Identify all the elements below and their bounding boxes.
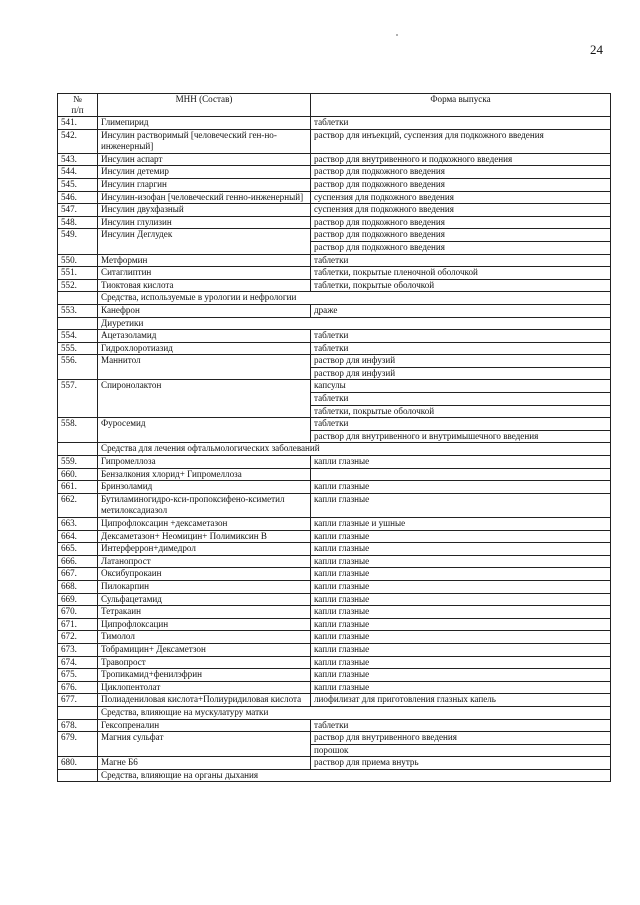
- release-form-line: таблетки: [314, 254, 349, 265]
- drug-table: [57, 93, 611, 782]
- drug-name: Ситаглиптин: [98, 267, 311, 280]
- release-form: [311, 656, 611, 669]
- row-number: 673.: [58, 643, 98, 656]
- row-number: 559.: [58, 456, 98, 469]
- section-row: [58, 769, 611, 782]
- table-row: [58, 166, 611, 179]
- table-row: [58, 418, 611, 443]
- row-number: 554.: [58, 330, 98, 343]
- row-number: 671.: [58, 618, 98, 631]
- section-num-cell: [58, 769, 98, 782]
- table-row: [58, 380, 611, 418]
- header-form: Форма выпуска: [311, 94, 611, 117]
- release-form: [311, 279, 611, 292]
- table-row: [58, 117, 611, 130]
- release-form: [311, 732, 611, 757]
- row-number: 664.: [58, 530, 98, 543]
- release-form: [311, 631, 611, 644]
- release-form-line: раствор для подкожного введения: [314, 178, 445, 189]
- drug-name: Ципрофлоксацин +дексаметазон: [98, 518, 311, 531]
- release-form-line: таблетки, покрытые оболочкой: [311, 405, 610, 418]
- release-form: [311, 330, 611, 343]
- table-row: [58, 355, 611, 380]
- release-form-line: капсулы: [314, 380, 346, 391]
- drug-name: Ципрофлоксацин: [98, 618, 311, 631]
- row-number: 677.: [58, 694, 98, 707]
- drug-name: Глимепирид: [98, 117, 311, 130]
- release-form-line: капли глазные: [314, 618, 370, 629]
- row-number: 680.: [58, 757, 98, 770]
- release-form-line: раствор для внутривенного и подкожного введения: [314, 153, 513, 164]
- row-number: 545.: [58, 178, 98, 191]
- release-form-line: раствор для подкожного введения: [311, 241, 610, 254]
- table-row: [58, 555, 611, 568]
- drug-name: Интерферрон+димедрол: [98, 543, 311, 556]
- row-number: 552.: [58, 279, 98, 292]
- drug-name: Бензалкония хлорид+ Гипромеллоза: [98, 468, 311, 481]
- release-form-line: суспензия для подкожного введения: [314, 191, 454, 202]
- row-number: 553.: [58, 304, 98, 317]
- release-form: [311, 757, 611, 770]
- row-number: 546.: [58, 191, 98, 204]
- drug-name: Сульфацетамид: [98, 593, 311, 606]
- header-num-line2: п/п: [71, 105, 84, 115]
- release-form: [311, 543, 611, 556]
- table-row: [58, 543, 611, 556]
- release-form-line: [314, 469, 607, 481]
- drug-name: Циклопентолат: [98, 681, 311, 694]
- release-form-line: лиофилизат для приготовления глазных капель: [314, 694, 496, 705]
- section-row: [58, 443, 611, 456]
- table-row: [58, 129, 611, 153]
- release-form-line: капли глазные: [314, 481, 370, 492]
- table-row: [58, 481, 611, 494]
- release-form: [311, 493, 611, 517]
- table-body: [58, 117, 611, 782]
- release-form-line: раствор для внутривенного введения: [314, 732, 457, 743]
- table-row: [58, 530, 611, 543]
- release-form-line: капли глазные: [314, 543, 370, 554]
- release-form: [311, 418, 611, 443]
- drug-name: Фуросемид: [98, 418, 311, 443]
- drug-name: Инсулин двухфазный: [98, 204, 311, 217]
- table-row: [58, 606, 611, 619]
- release-form-line: таблетки: [311, 392, 610, 405]
- table-row: [58, 216, 611, 229]
- release-form-line: капли глазные: [314, 606, 370, 617]
- release-form-line: капли глазные и ушные: [314, 518, 406, 528]
- table-row: [58, 518, 611, 531]
- page-number: 24: [590, 42, 603, 57]
- drug-name: Метформин: [98, 254, 311, 267]
- table-row: [58, 643, 611, 656]
- section-num-cell: [58, 706, 98, 719]
- release-form: [311, 304, 611, 317]
- table-row: [58, 254, 611, 267]
- table-row: [58, 719, 611, 732]
- release-form-line: раствор для подкожного введения: [314, 229, 445, 240]
- release-form-line: капли глазные: [314, 456, 370, 467]
- header-name: МНН (Состав): [98, 94, 311, 117]
- drug-name: Магния сульфат: [98, 732, 311, 757]
- row-number: 541.: [58, 117, 98, 130]
- release-form: [311, 593, 611, 606]
- release-form-line: раствор для инфузий: [311, 367, 610, 380]
- drug-name: Латанопрост: [98, 555, 311, 568]
- row-number: 544.: [58, 166, 98, 179]
- release-form-line: раствор для приема внутрь: [314, 757, 419, 768]
- row-number: 557.: [58, 380, 98, 418]
- release-form: [311, 254, 611, 267]
- table-header-row: [58, 94, 611, 117]
- table-row: [58, 493, 611, 517]
- drug-name: Инсулин Деглудек: [98, 229, 311, 254]
- drug-name: Тиоктовая кислота: [98, 279, 311, 292]
- release-form: [311, 518, 611, 531]
- release-form: [311, 618, 611, 631]
- release-form-line: таблетки: [314, 418, 349, 429]
- drug-name: Ацетазоламид: [98, 330, 311, 343]
- row-number: 548.: [58, 216, 98, 229]
- release-form: [311, 468, 611, 481]
- row-number: 547.: [58, 204, 98, 217]
- row-number: 549.: [58, 229, 98, 254]
- release-form-line: капли глазные: [314, 555, 370, 566]
- drug-name: Тобрамицин+ Дексаметзон: [98, 643, 311, 656]
- row-number: 676.: [58, 681, 98, 694]
- release-form-line: таблетки: [314, 117, 349, 127]
- table-row: [58, 267, 611, 280]
- table-row: [58, 342, 611, 355]
- release-form: [311, 643, 611, 656]
- row-number: 670.: [58, 606, 98, 619]
- drug-name: Травопрост: [98, 656, 311, 669]
- table-row: [58, 304, 611, 317]
- table-row: [58, 669, 611, 682]
- release-form-line: таблетки: [314, 342, 349, 353]
- release-form-line: капли глазные: [314, 643, 370, 654]
- row-number: 550.: [58, 254, 98, 267]
- release-form: [311, 456, 611, 469]
- drug-name: Инсулин аспарт: [98, 153, 311, 166]
- subsection-title: Диуретики: [98, 317, 611, 330]
- release-form: [311, 681, 611, 694]
- row-number: 672.: [58, 631, 98, 644]
- drug-name: Тимолол: [98, 631, 311, 644]
- row-number: 662.: [58, 493, 98, 517]
- row-number: 666.: [58, 555, 98, 568]
- table-row: [58, 580, 611, 593]
- header-num: [58, 94, 98, 117]
- release-form: [311, 694, 611, 707]
- release-form: [311, 342, 611, 355]
- release-form: [311, 555, 611, 568]
- drug-name: Пилокарпин: [98, 580, 311, 593]
- release-form-line: раствор для подкожного введения: [314, 216, 445, 227]
- row-number: 675.: [58, 669, 98, 682]
- release-form-line: раствор для инъекций, суспензия для подкожного введения: [314, 129, 544, 140]
- table-row: [58, 631, 611, 644]
- release-form: [311, 178, 611, 191]
- release-form: [311, 129, 611, 153]
- table-row: [58, 229, 611, 254]
- table-row: [58, 468, 611, 481]
- table-row: [58, 732, 611, 757]
- drug-name: Бутиламиногидро-кси-пропоксифено-ксиметил метилоксадиазол: [98, 493, 311, 517]
- section-num-cell: [58, 443, 98, 456]
- drug-name: Спиронолактон: [98, 380, 311, 418]
- drug-name: Инсулин растворимый [человеческий ген-но-инженерный]: [98, 129, 311, 153]
- table-row: [58, 204, 611, 217]
- release-form-line: таблетки, покрытые оболочкой: [314, 279, 435, 290]
- table-row: [58, 153, 611, 166]
- release-form-line: таблетки, покрытые пленочной оболочкой: [314, 267, 478, 278]
- row-number: 661.: [58, 481, 98, 494]
- row-number: 674.: [58, 656, 98, 669]
- row-number: 660.: [58, 468, 98, 481]
- drug-name: Гексопреналин: [98, 719, 311, 732]
- drug-name: Маннитол: [98, 355, 311, 380]
- release-form-line: суспензия для подкожного введения: [314, 204, 454, 215]
- release-form: [311, 204, 611, 217]
- row-number: 679.: [58, 732, 98, 757]
- release-form-line: драже: [314, 304, 338, 315]
- release-form-line: порошок: [311, 744, 610, 757]
- section-row: [58, 706, 611, 719]
- row-number: 551.: [58, 267, 98, 280]
- drug-name: Оксибупрокаин: [98, 568, 311, 581]
- section-num-cell: [58, 317, 98, 330]
- release-form-line: таблетки: [314, 719, 349, 730]
- release-form: [311, 530, 611, 543]
- drug-name: Бринзоламид: [98, 481, 311, 494]
- table-row: [58, 757, 611, 770]
- section-title: Средства, используемые в урологии и нефрологии: [98, 292, 611, 305]
- release-form: [311, 191, 611, 204]
- release-form-line: капли глазные: [314, 681, 370, 692]
- release-form-line: капли глазные: [314, 656, 370, 667]
- release-form: [311, 719, 611, 732]
- row-number: 669.: [58, 593, 98, 606]
- row-number: 556.: [58, 355, 98, 380]
- release-form-line: раствор для внутривенного и внутримышечного введения: [311, 430, 610, 443]
- drug-name: Магне Б6: [98, 757, 311, 770]
- release-form: [311, 606, 611, 619]
- table-row: [58, 694, 611, 707]
- release-form: [311, 216, 611, 229]
- table-row: [58, 681, 611, 694]
- section-num-cell: [58, 292, 98, 305]
- release-form: [311, 580, 611, 593]
- release-form-line: капли глазные: [314, 669, 370, 680]
- release-form: [311, 380, 611, 418]
- release-form: [311, 153, 611, 166]
- release-form: [311, 355, 611, 380]
- release-form-line: раствор для подкожного введения: [314, 166, 445, 177]
- header-num-line1: №: [73, 94, 82, 104]
- release-form-line: капли глазные: [314, 631, 370, 642]
- table-row: [58, 656, 611, 669]
- drug-name: Тропикамид+фенилэфрин: [98, 669, 311, 682]
- drug-name: Инсулин-изофан [человеческий генно-инженерный]: [98, 191, 311, 204]
- release-form: [311, 481, 611, 494]
- drug-name: Инсулин гларгин: [98, 178, 311, 191]
- table-row: [58, 191, 611, 204]
- table-row: [58, 593, 611, 606]
- release-form-line: капли глазные: [314, 580, 370, 591]
- row-number: 558.: [58, 418, 98, 443]
- drug-name: Гидрохлоротиазид: [98, 342, 311, 355]
- release-form-line: капли глазные: [314, 493, 370, 504]
- release-form: [311, 669, 611, 682]
- drug-name: Гипромеллоза: [98, 456, 311, 469]
- subsection-row: [58, 317, 611, 330]
- table-row: [58, 618, 611, 631]
- release-form: [311, 117, 611, 130]
- release-form-line: капли глазные: [314, 530, 370, 541]
- row-number: 665.: [58, 543, 98, 556]
- section-title: Средства, влияющие на органы дыхания: [98, 769, 611, 782]
- row-number: 667.: [58, 568, 98, 581]
- drug-name: Канефрон: [98, 304, 311, 317]
- row-number: 663.: [58, 518, 98, 531]
- release-form-line: капли глазные: [314, 568, 370, 579]
- drug-name: Инсулин глулизин: [98, 216, 311, 229]
- drug-name: Дексаметазон+ Неомицин+ Полимиксин В: [98, 530, 311, 543]
- row-number: 543.: [58, 153, 98, 166]
- release-form-line: таблетки: [314, 330, 349, 341]
- row-number: 555.: [58, 342, 98, 355]
- table-row: [58, 279, 611, 292]
- table-row: [58, 456, 611, 469]
- section-title: Средства для лечения офтальмологических заболеваний: [98, 443, 611, 456]
- table-row: [58, 178, 611, 191]
- drug-name: Полиадениловая кислота+Полиуридиловая кислота: [98, 694, 311, 707]
- scan-speck: [396, 34, 398, 36]
- release-form: [311, 568, 611, 581]
- release-form: [311, 229, 611, 254]
- row-number: 542.: [58, 129, 98, 153]
- release-form-line: капли глазные: [314, 593, 370, 604]
- table-row: [58, 568, 611, 581]
- section-row: [58, 292, 611, 305]
- row-number: 678.: [58, 719, 98, 732]
- drug-name: Тетракаин: [98, 606, 311, 619]
- drug-name: Инсулин детемир: [98, 166, 311, 179]
- release-form: [311, 166, 611, 179]
- release-form: [311, 267, 611, 280]
- row-number: 668.: [58, 580, 98, 593]
- release-form-line: раствор для инфузий: [314, 355, 396, 366]
- table-row: [58, 330, 611, 343]
- section-title: Средства, влияющие на мускулатуру матки: [98, 706, 611, 719]
